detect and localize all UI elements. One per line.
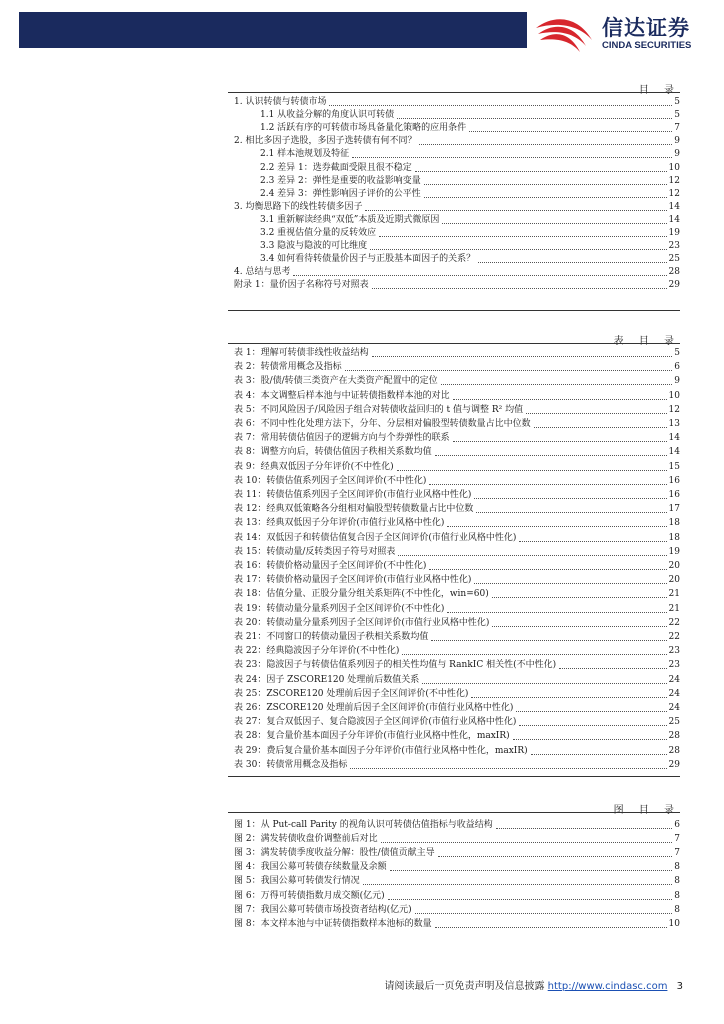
brand-name: 信达证券 <box>602 16 690 40</box>
tables-entry-page: 10 <box>668 390 680 401</box>
tables-entry-label: 表 20：转债动量分量系列因子全区间评价(市值行业风格中性化) <box>234 617 490 628</box>
tables-entry-page: 14 <box>668 433 680 444</box>
dot-leader <box>519 541 666 542</box>
toc-entry-page: 7 <box>674 123 680 134</box>
tables-entry-page: 18 <box>668 518 680 529</box>
tables-entry[interactable] <box>234 403 680 416</box>
figures-entry[interactable] <box>234 818 680 831</box>
toc-entry-label: 2.1 样本池规划及特征 <box>260 149 350 160</box>
dot-leader <box>379 236 666 237</box>
figures-entry-label: 图 1：从 Put-call Parity 的视角认识可转债估值指标与收益结构 <box>234 820 493 830</box>
toc-entry[interactable] <box>234 134 680 147</box>
figures-entry[interactable] <box>234 889 680 902</box>
toc-entry-label: 3.3 隐波与隐波的可比维度 <box>260 241 368 252</box>
tables-entry[interactable] <box>234 389 680 402</box>
figures-entry-page: 10 <box>668 918 680 929</box>
dot-leader <box>388 899 672 900</box>
toc-entry[interactable] <box>260 226 680 239</box>
toc-entry-page: 25 <box>668 254 680 265</box>
tables-entry-page: 23 <box>668 646 680 657</box>
tables-entry-label: 表 25：ZSCORE120 处理前后因子全区间评价(不中性化) <box>234 688 469 699</box>
tables-entry[interactable] <box>234 346 680 359</box>
toc-entry-page: 14 <box>668 201 680 212</box>
toc-entry-label: 2.2 差异 1：选券截面受限且很不稳定 <box>260 162 412 173</box>
figures-entry[interactable] <box>234 860 680 873</box>
tables-entry-label: 表 17：转债价格动量因子全区间评价(市值行业风格中性化) <box>234 575 472 586</box>
toc-entry[interactable] <box>234 95 680 108</box>
tables-entry-page: 17 <box>668 504 680 515</box>
tables-entry[interactable] <box>234 545 680 558</box>
figures-top-rule <box>228 812 680 813</box>
tables-entry-label: 表 12：经典双低策略各分组相对偏股型转债数量占比中位数 <box>234 504 474 515</box>
toc-entry[interactable] <box>260 187 680 200</box>
tables-entry[interactable] <box>234 474 680 487</box>
tables-entry-page: 16 <box>668 490 680 500</box>
tables-entry[interactable] <box>234 644 680 657</box>
tables-entry-label: 表 27：复合双低因子、复合隐波因子全区间评价(市值行业风格中性化) <box>234 717 517 728</box>
dot-leader <box>478 262 666 263</box>
tables-entry-page: 22 <box>668 617 680 628</box>
toc-section-title: 目 录 <box>638 85 680 96</box>
dot-leader <box>513 739 667 740</box>
dot-leader <box>453 399 667 400</box>
tables-entry[interactable] <box>234 729 680 742</box>
dot-leader <box>474 498 666 499</box>
dot-leader <box>476 512 666 513</box>
figures-entry-label: 图 5：我国公募可转债发行情况 <box>234 876 360 887</box>
tables-entry-page: 20 <box>668 561 680 571</box>
toc-entry-page: 5 <box>674 97 680 107</box>
tables-entry-page: 16 <box>668 475 680 486</box>
dot-leader <box>447 612 666 613</box>
dot-leader <box>431 640 666 641</box>
toc-entry-label: 3.4 如何看待转债量价因子与正股基本面因子的关系？ <box>260 254 476 265</box>
dot-leader <box>372 288 667 289</box>
figures-entry-page: 6 <box>674 820 680 830</box>
toc-bottom-rule <box>228 310 680 311</box>
page-number: 3 <box>676 981 683 992</box>
toc-entry[interactable] <box>260 239 680 252</box>
tables-entry-label: 表 10：转债估值系列因子全区间评价(不中性化) <box>234 475 427 486</box>
tables-entry-label: 表 28：复合量价基本面因子分年评价(市值行业风格中性化，maxIR) <box>234 731 510 742</box>
dot-leader <box>419 144 672 145</box>
tables-entry-page: 21 <box>668 589 680 600</box>
dot-leader <box>329 105 672 106</box>
tables-entry-page: 9 <box>674 376 680 387</box>
dot-leader <box>402 654 666 655</box>
tables-entry[interactable] <box>234 488 680 501</box>
tables-entry-page: 25 <box>668 717 680 728</box>
header-bar <box>19 12 527 48</box>
dot-leader <box>519 725 666 726</box>
tables-entry-page: 28 <box>668 731 680 742</box>
tables-entry[interactable] <box>234 531 680 544</box>
tables-entry-page: 6 <box>674 362 680 373</box>
tables-entry-label: 表 19：转债动量分量系列因子全区间评价(不中性化) <box>234 603 445 614</box>
toc-entry[interactable] <box>260 252 680 265</box>
tables-entry-label: 表 24：因子 ZSCORE120 处理前后数值关系 <box>234 674 420 685</box>
dot-leader <box>424 197 667 198</box>
dot-leader <box>381 842 672 843</box>
tables-entry-page: 15 <box>668 461 680 472</box>
tables-entry[interactable] <box>234 587 680 600</box>
figures-entry-page: 8 <box>674 904 680 915</box>
toc-entry-page: 14 <box>668 214 680 225</box>
tables-entry[interactable] <box>234 658 680 671</box>
tables-entry-label: 表 22：经典隐波因子分年评价(不中性化) <box>234 646 400 657</box>
tables-entry[interactable] <box>234 502 680 515</box>
toc-entry-page: 28 <box>668 267 680 278</box>
tables-entry-label: 表 16：转债价格动量因子全区间评价(不中性化) <box>234 561 427 571</box>
figures-entry-label: 图 2：满发转债收盘价调整前后对比 <box>234 834 378 845</box>
tables-entry-label: 表 11：转债估值系列因子全区间评价(市值行业风格中性化) <box>234 490 472 500</box>
tables-entry[interactable] <box>234 460 680 473</box>
tables-entry[interactable] <box>234 602 680 615</box>
dot-leader <box>398 555 666 556</box>
tables-entry-label: 表 18：估值分量、正股分量分组关系矩阵(不中性化，win=60) <box>234 589 489 600</box>
toc-top-rule <box>228 92 680 93</box>
tables-entry-label: 表 23：隐波因子与转债估值系列因子的相关性均值与 RankIC 相关性(不中性化) <box>234 660 557 671</box>
dot-leader <box>390 870 672 871</box>
dot-leader <box>496 828 672 829</box>
tables-entry-page: 13 <box>668 419 680 429</box>
dot-leader <box>447 526 666 527</box>
toc-entry-label: 4. 总结与思考 <box>234 267 291 278</box>
toc-entry-page: 12 <box>668 175 680 186</box>
disclaimer-text: 请阅读最后一页免责声明及信息披露 <box>384 981 545 992</box>
figures-entry-label: 图 4：我国公募可转债存续数量及余额 <box>234 862 387 873</box>
dot-leader <box>397 470 667 471</box>
toc-entry-page: 5 <box>674 110 680 121</box>
dot-leader <box>492 626 666 627</box>
dot-leader <box>438 856 672 857</box>
toc-entry-label: 1.1 从收益分解的角度认识可转债 <box>260 110 395 121</box>
tables-entry[interactable] <box>234 445 680 458</box>
dot-leader <box>415 171 667 172</box>
tables-entry[interactable] <box>234 431 680 444</box>
tables-entry-label: 表 15：转债动量/反转类因子符号对照表 <box>234 546 396 557</box>
tables-entry[interactable] <box>234 516 680 529</box>
tables-section-title: 表 目 录 <box>613 336 680 347</box>
dot-leader <box>415 913 672 914</box>
tables-entry-page: 12 <box>668 404 680 415</box>
tables-entry[interactable] <box>234 758 680 771</box>
dot-leader <box>442 223 666 224</box>
tables-entry-label: 表 26：ZSCORE120 处理前后因子全区间评价(市值行业风格中性化) <box>234 703 514 713</box>
toc-entry-label: 附录 1：量价因子名称符号对照表 <box>234 280 369 291</box>
tables-entry-label: 表 7：常用转债估值因子的逻辑方向与个券弹性的联系 <box>234 433 450 444</box>
toc-entry-page: 19 <box>668 228 680 238</box>
website-link[interactable]: http://www.cindasc.com <box>547 981 668 992</box>
dot-leader <box>526 413 666 414</box>
tables-entry[interactable] <box>234 687 680 700</box>
toc-entry-page: 9 <box>674 136 680 147</box>
dot-leader <box>429 569 666 570</box>
tables-entry-page: 24 <box>668 703 680 713</box>
tables-entry-label: 表 21：不同窗口的转债动量因子秩相关系数均值 <box>234 632 429 642</box>
tables-entry-label: 表 29：费后复合量价基本面因子分年评价(市值行业风格中性化，maxIR) <box>234 745 528 756</box>
dot-leader <box>471 697 666 698</box>
dot-leader <box>435 455 667 456</box>
tables-entry-label: 表 6：不同中性化处理方法下，分年、分层相对偏股型转债数量占比中位数 <box>234 419 531 429</box>
figures-entry[interactable] <box>234 874 680 887</box>
toc-entry-label: 2.3 差异 2：弹性是重要的收益影响变量 <box>260 175 421 186</box>
dot-leader <box>293 275 666 276</box>
swoosh-logo-icon <box>532 10 598 56</box>
figures-section-title: 图 目 录 <box>613 805 680 816</box>
dot-leader <box>531 754 667 755</box>
toc-entry-label: 2.4 差异 3：弹性影响因子评价的公平性 <box>260 188 421 199</box>
dot-leader <box>345 370 672 371</box>
tables-entry-label: 表 2：转债常用概念及指标 <box>234 362 342 373</box>
dot-leader <box>365 210 666 211</box>
dot-leader <box>441 384 672 385</box>
toc-entry-page: 9 <box>674 149 680 160</box>
dot-leader <box>559 668 666 669</box>
tables-entry[interactable] <box>234 715 680 728</box>
tables-entry[interactable] <box>234 630 680 643</box>
figures-entry[interactable] <box>234 917 680 930</box>
figures-entry[interactable] <box>234 832 680 845</box>
dot-leader <box>474 583 666 584</box>
dot-leader <box>350 768 666 769</box>
figures-entry-label: 图 7：我国公募可转债市场投资者结构(亿元) <box>234 904 412 915</box>
figures-entry[interactable] <box>234 846 680 859</box>
tables-entry-page: 18 <box>668 532 680 543</box>
tables-entry-page: 21 <box>668 603 680 614</box>
figures-entry-page: 8 <box>674 862 680 873</box>
dot-leader <box>534 427 667 428</box>
tables-entry[interactable] <box>234 673 680 686</box>
tables-entry-page: 28 <box>668 745 680 756</box>
tables-bottom-rule <box>228 776 680 777</box>
toc-entry[interactable] <box>260 161 680 174</box>
dot-leader <box>352 157 672 158</box>
toc-entry-label: 3. 均衡思路下的线性转债多因子 <box>234 201 363 212</box>
tables-entry-page: 20 <box>668 575 680 586</box>
figures-entry-page: 8 <box>674 890 680 901</box>
tables-entry-page: 22 <box>668 632 680 642</box>
tables-top-rule <box>228 343 680 344</box>
tables-entry-label: 表 30：转债常用概念及指标 <box>234 759 348 770</box>
dot-leader <box>424 184 667 185</box>
tables-entry-label: 表 5：不同风险因子/风险因子组合对转债收益回归的 t 值与调整 R² 均值 <box>234 404 524 415</box>
toc-entry[interactable] <box>234 278 680 291</box>
tables-entry[interactable] <box>234 374 680 387</box>
tables-entry-label: 表 4：本文调整后样本池与中证转债指数样本池的对比 <box>234 390 450 401</box>
figures-entry-label: 图 3：满发转债季度收益分解：股性/债值贡献主导 <box>234 848 435 859</box>
toc-entry-label: 3.2 重视估值分量的反转效应 <box>260 228 377 238</box>
tables-entry[interactable] <box>234 573 680 586</box>
tables-entry-label: 表 14：双低因子和转债估值复合因子全区间评价(市值行业风格中性化) <box>234 532 517 543</box>
toc-entry-label: 3.1 重新解读经典“双低”本质及近期式微原因 <box>260 214 440 225</box>
toc-entry[interactable] <box>234 265 680 278</box>
figures-entry-page: 8 <box>674 876 680 887</box>
tables-entry[interactable] <box>234 616 680 629</box>
tables-entry-page: 14 <box>668 447 680 458</box>
figures-entry-label: 图 6：万得可转债指数月成交额(亿元) <box>234 890 385 901</box>
toc-entry[interactable] <box>260 121 680 134</box>
tables-entry-label: 表 8：调整方向后，转债估值因子秩相关系数均值 <box>234 447 432 458</box>
toc-entry-page: 10 <box>668 162 680 173</box>
figures-entry-page: 7 <box>674 834 680 845</box>
tables-entry-label: 表 9：经典双低因子分年评价(不中性化) <box>234 461 394 472</box>
cinda-logo <box>532 10 712 58</box>
toc-entry-label: 1. 认识转债与转债市场 <box>234 97 327 107</box>
dot-leader <box>453 441 667 442</box>
brand-name-en: CINDA SECURITIES <box>602 40 692 51</box>
dot-leader <box>422 683 666 684</box>
tables-entry-page: 24 <box>668 688 680 699</box>
tables-entry-page: 23 <box>668 660 680 671</box>
tables-entry[interactable] <box>234 417 680 430</box>
footer <box>384 977 683 992</box>
tables-entry-page: 29 <box>668 759 680 770</box>
dot-leader <box>492 597 667 598</box>
tables-entry-label: 表 1：理解可转债非线性收益结构 <box>234 348 369 358</box>
dot-leader <box>516 711 666 712</box>
tables-entry[interactable] <box>234 701 680 714</box>
toc-entry-label: 1.2 活跃有序的可转债市场具备量化策略的应用条件 <box>260 123 467 134</box>
tables-entry-page: 24 <box>668 674 680 685</box>
dot-leader <box>429 484 666 485</box>
toc-entry[interactable] <box>260 174 680 187</box>
tables-entry-label: 表 3：股/债/转债三类资产在大类资产配置中的定位 <box>234 376 438 387</box>
dot-leader <box>370 249 666 250</box>
figures-entry-page: 7 <box>674 848 680 859</box>
figures-entry-label: 图 8：本文样本池与中证转债指数样本池标的数量 <box>234 918 432 929</box>
tables-entry-label: 表 13：经典双低因子分年评价(市值行业风格中性化) <box>234 518 445 529</box>
toc-entry-page: 12 <box>668 188 680 199</box>
dot-leader <box>435 927 667 928</box>
dot-leader <box>397 118 672 119</box>
toc-entry-page: 23 <box>668 241 680 252</box>
tables-entry[interactable] <box>234 744 680 757</box>
toc-entry-label: 2. 相比多因子选股，多因子选转债有何不同？ <box>234 136 417 147</box>
toc-entry[interactable] <box>234 200 680 213</box>
toc-entry-page: 29 <box>668 280 680 291</box>
tables-entry[interactable] <box>234 559 680 572</box>
tables-entry-page: 5 <box>674 348 680 358</box>
tables-entry-page: 19 <box>668 546 680 557</box>
dot-leader <box>372 356 672 357</box>
toc-entry[interactable] <box>260 213 680 226</box>
toc-entry[interactable] <box>260 147 680 160</box>
dot-leader <box>363 884 672 885</box>
figures-entry[interactable] <box>234 903 680 916</box>
tables-entry[interactable] <box>234 360 680 373</box>
dot-leader <box>469 131 672 132</box>
toc-entry[interactable] <box>260 108 680 121</box>
